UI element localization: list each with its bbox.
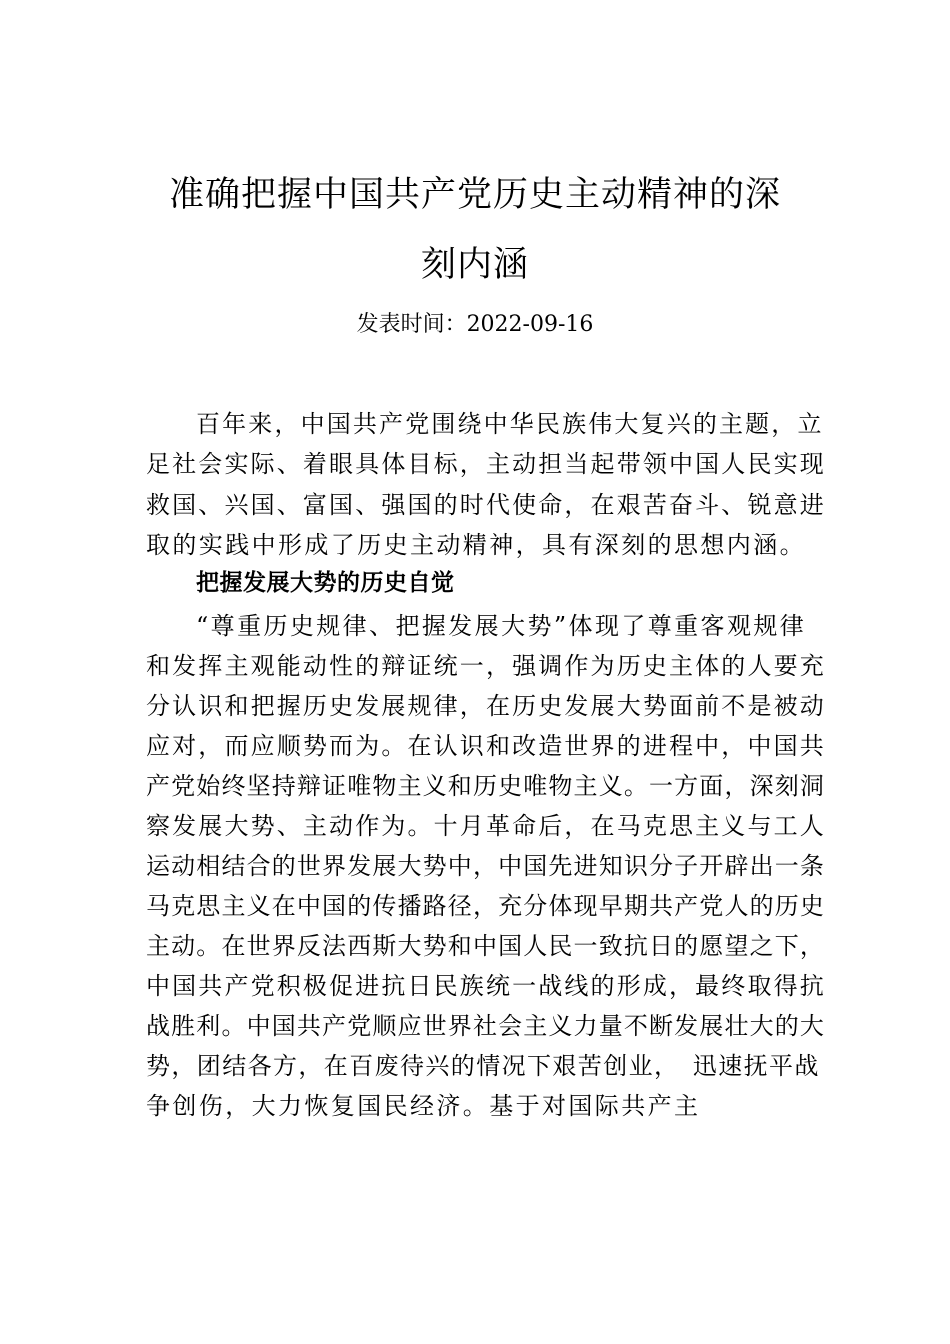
article-title-line-1: 准确把握中国共产党历史主动精神的深	[168, 175, 781, 215]
paragraph-2-line-1: “尊重历史规律、把握发展大势”体现了尊重客观规律	[196, 612, 807, 640]
paragraph-1-line-3: 救国、兴国、富国、强国的时代使命，在艰苦奋斗、锐意进	[146, 491, 826, 519]
paragraph-1-line-4: 取的实践中形成了历史主动精神，具有深刻的思想内涵。	[146, 531, 806, 559]
publish-date: 发表时间：2022-09-16	[356, 312, 594, 337]
paragraph-2-line-6: 察发展大势、主动作为。十月革命后，在马克思主义与工人	[146, 812, 826, 840]
paragraph-2-line-7: 运动相结合的世界发展大势中，中国先进知识分子开辟出一条	[146, 852, 826, 880]
paragraph-2-line-8: 马克思主义在中国的传播路径，充分体现早期共产党人的历史	[146, 892, 826, 920]
section-heading: 把握发展大势的历史自觉	[196, 570, 455, 596]
paragraph-1-line-1: 百年来，中国共产党围绕中华民族伟大复兴的主题，立	[196, 410, 824, 438]
paragraph-2-line-13: 争创伤，大力恢复国民经济。基于对国际共产主	[146, 1092, 701, 1120]
paragraph-2-line-3: 分认识和把握历史发展规律，在历史发展大势面前不是被动	[146, 692, 826, 720]
paragraph-1-line-2: 足社会实际、着眼具体目标，主动担当起带领中国人民实现	[146, 450, 826, 478]
paragraph-2-line-9: 主动。在世界反法西斯大势和中国人民一致抗日的愿望之下，	[146, 932, 826, 960]
paragraph-2-line-11: 战胜利。中国共产党顺应世界社会主义力量不断发展壮大的大	[146, 1012, 826, 1040]
paragraph-2-line-10: 中国共产党积极促进抗日民族统一战线的形成，最终取得抗	[146, 972, 826, 1000]
paragraph-2-line-12: 势，团结各方，在百废待兴的情况下艰苦创业， 迅速抚平战	[146, 1052, 820, 1080]
paragraph-2-line-2: 和发挥主观能动性的辩证统一，强调作为历史主体的人要充	[146, 652, 826, 680]
paragraph-2-line-4: 应对，而应顺势而为。在认识和改造世界的进程中，中国共	[146, 732, 826, 760]
article-title-line-2: 刻内涵	[420, 245, 529, 285]
paragraph-2-line-5: 产党始终坚持辩证唯物主义和历史唯物主义。一方面，深刻洞	[146, 772, 826, 800]
